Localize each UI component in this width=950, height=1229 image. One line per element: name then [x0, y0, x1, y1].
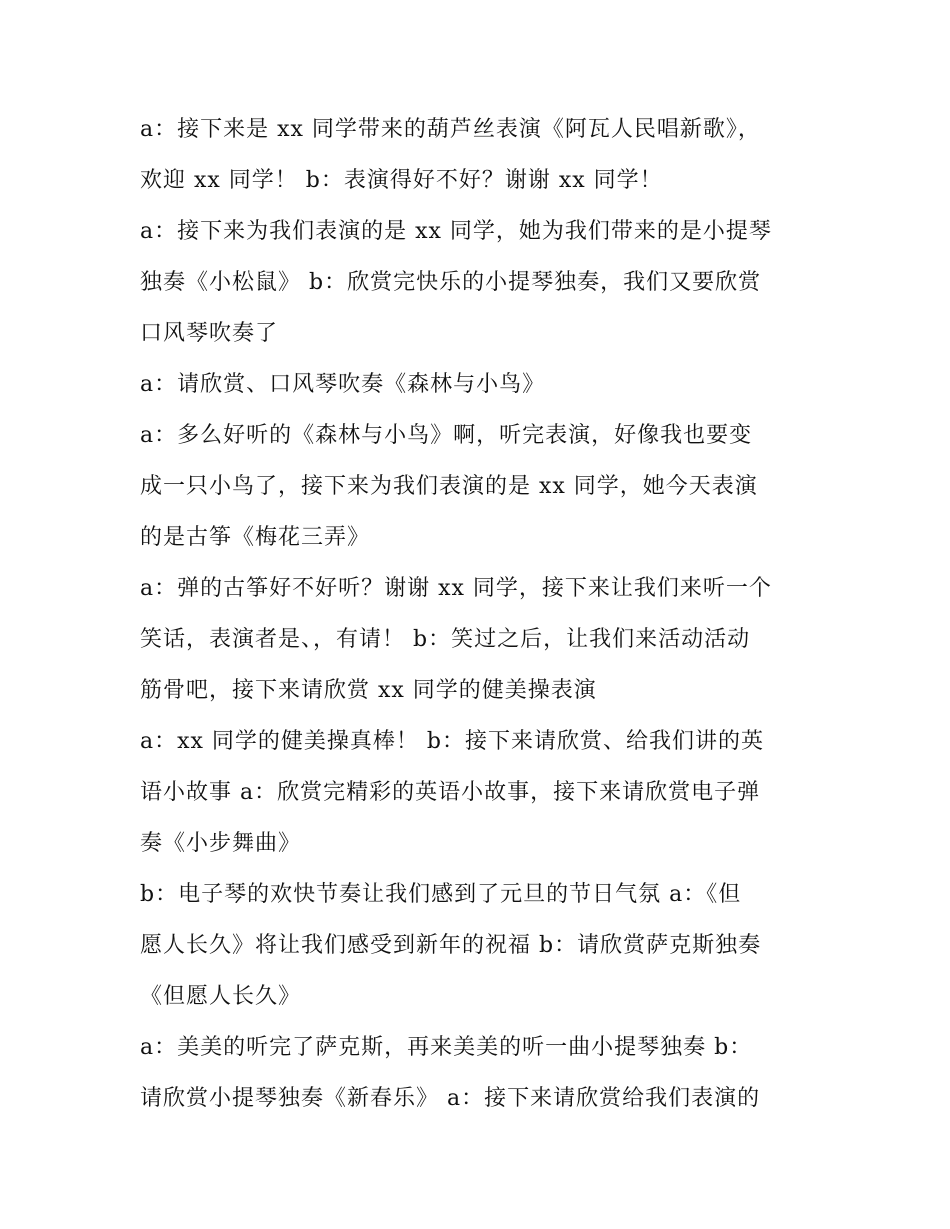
text-line: 愿人长久》将让我们感受到新年的祝福 b：请欣赏萨克斯独奏 [140, 933, 762, 958]
text-line: a：弹的古筝好不好听？谢谢 xx 同学，接下来让我们来听一个 [140, 576, 772, 601]
text-line: a：请欣赏、口风琴吹奏《森林与小鸟》 [140, 372, 546, 397]
text-line: a：接下来为我们表演的是 xx 同学，她为我们带来的是小提琴 [140, 219, 772, 244]
text-line: a：接下来是 xx 同学带来的葫芦丝表演《阿瓦人民唱新歌》， [140, 117, 761, 142]
paragraph-8 [140, 1022, 820, 1124]
paragraph-5 [140, 563, 820, 716]
paragraph-1 [140, 104, 820, 206]
text-line: 成一只小鸟了，接下来为我们表演的是 xx 同学，她今天表演 [140, 474, 758, 499]
text-line: a：美美的听完了萨克斯，再来美美的听一曲小提琴独奏 b： [140, 1035, 753, 1060]
text-line: 独奏《小松鼠》 b：欣赏完快乐的小提琴独奏，我们又要欣赏 [140, 270, 762, 295]
text-line: a：多么好听的《森林与小鸟》啊，听完表演，好像我也要变 [140, 423, 753, 448]
paragraph-2 [140, 206, 820, 359]
text-line: 欢迎 xx 同学！ b：表演得好不好？谢谢 xx 同学！ [140, 168, 663, 193]
text-line: 笑话，表演者是、，有请！ b：笑过之后，让我们来活动活动 [140, 627, 751, 652]
text-line: a：xx 同学的健美操真棒！ b：接下来请欣赏、给我们讲的英 [140, 729, 765, 754]
text-line: 《但愿人长久》 [140, 984, 302, 1009]
text-line: 的是古筝《梅花三弄》 [140, 525, 371, 550]
paragraph-3 [140, 359, 820, 410]
paragraph-6 [140, 716, 820, 869]
text-line: 奏《小步舞曲》 [140, 831, 302, 856]
text-line: b：电子琴的欢快节奏让我们感到了元旦的节日气氛 a：《但 [140, 882, 742, 907]
paragraph-4 [140, 410, 820, 563]
text-line: 筋骨吧，接下来请欣赏 xx 同学的健美操表演 [140, 678, 597, 703]
text-line: 口风琴吹奏了 [140, 321, 279, 346]
text-line: 语小故事 a：欣赏完精彩的英语小故事，接下来请欣赏电子弹 [140, 780, 761, 805]
paragraph-7 [140, 869, 820, 1022]
text-line: 请欣赏小提琴独奏《新春乐》 a：接下来请欣赏给我们表演的 [140, 1086, 761, 1111]
document-body [140, 104, 820, 1124]
